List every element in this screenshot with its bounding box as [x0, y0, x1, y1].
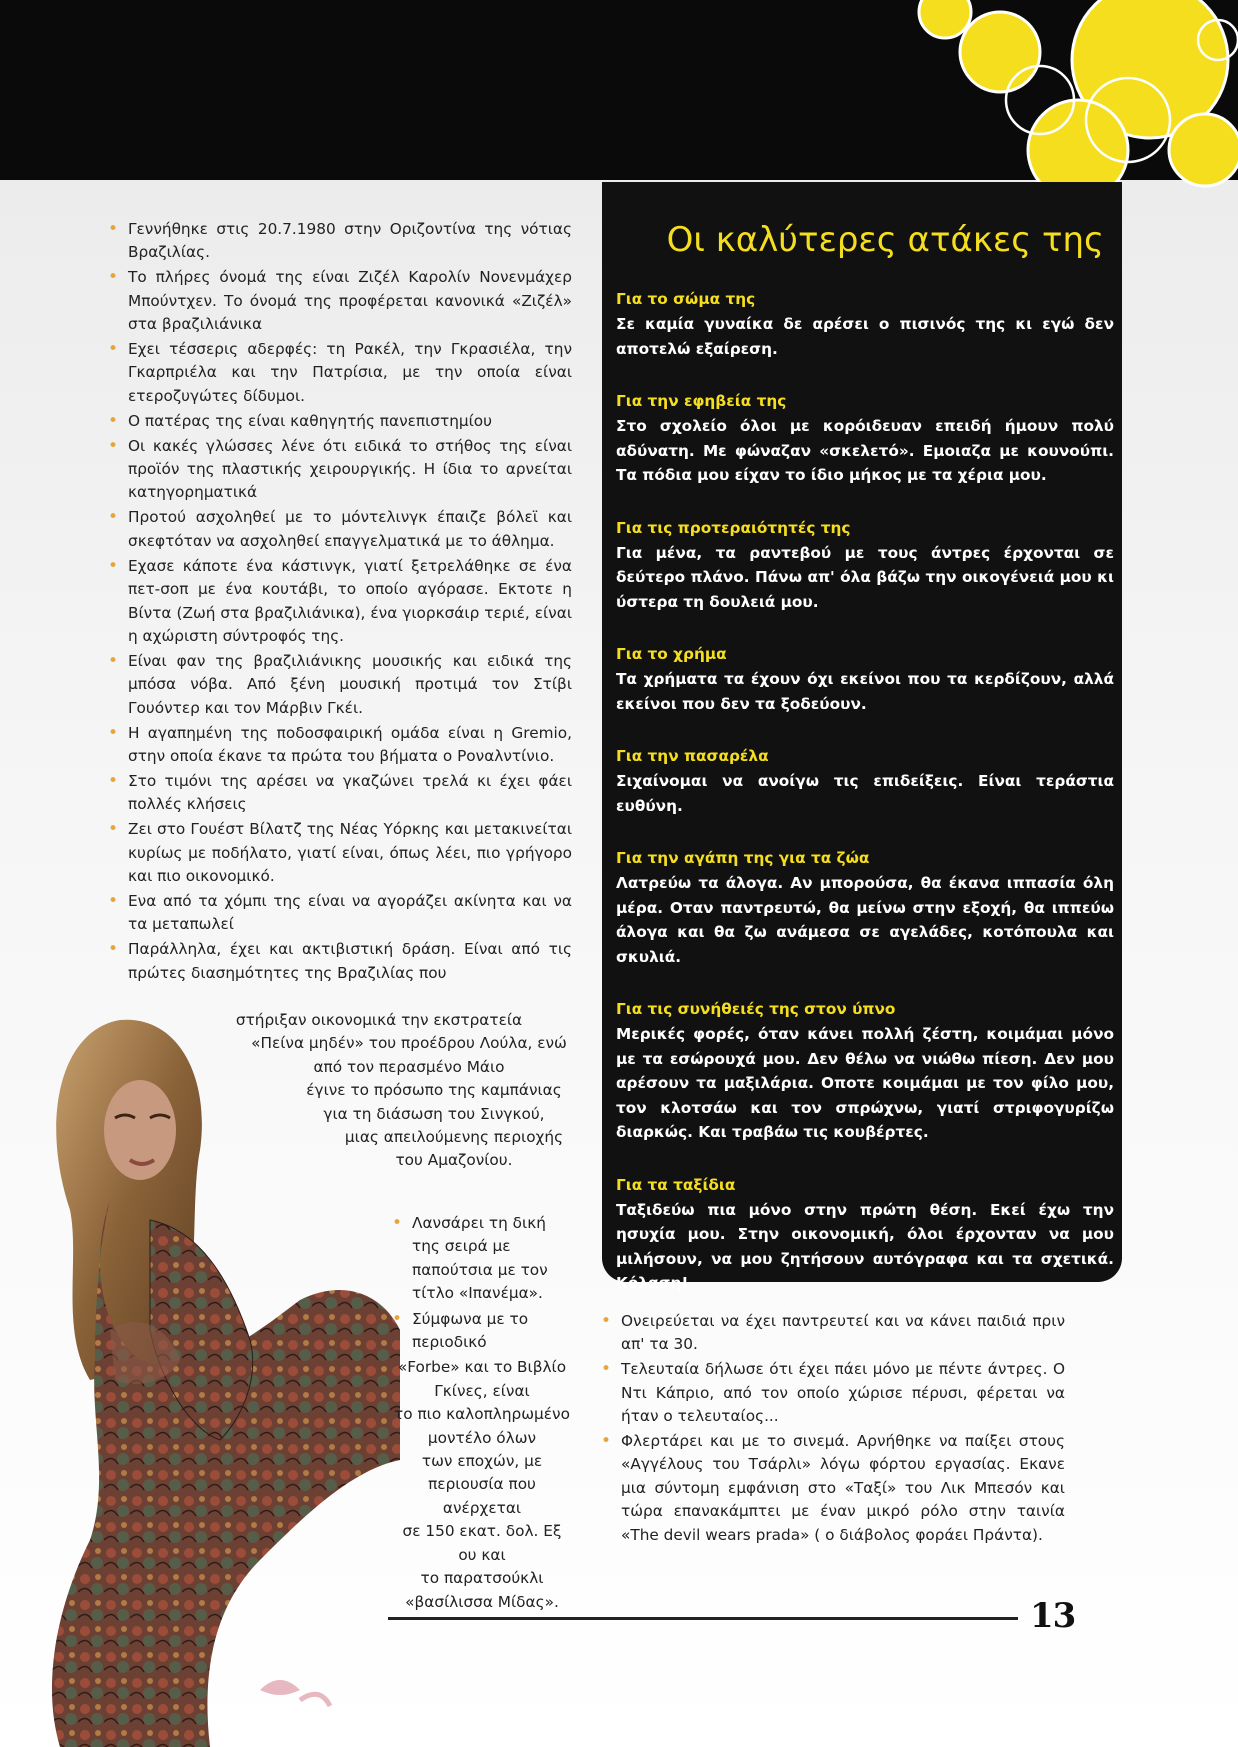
quote-heading: Για το χρήμα — [616, 645, 727, 663]
right-column — [601, 1310, 1065, 1549]
wrapped-line: σε 150 εκατ. δολ. Εξ ου και — [402, 1522, 562, 1564]
quote-heading: Για τις προτεραιότητές της — [616, 518, 851, 537]
quote-item — [616, 288, 1114, 361]
quote-item — [616, 1174, 1114, 1296]
wrapped-line: «Πείνα μηδέν» του προέδρου Λούλα, ενώ από τον περασμένο Μάιο — [251, 1034, 567, 1076]
quotes-list — [616, 288, 1114, 1296]
quote-item — [616, 390, 1114, 488]
bullet-ipanema: • Λανσάρει τη δική της σειρά με παπούτσια με τον τίτλο «Ιπανέμα». — [392, 1212, 572, 1306]
quotes-title: Οι καλύτερες ατάκες της — [666, 220, 1104, 260]
footer-rule — [388, 1617, 1018, 1620]
wrapped-line: έγινε το πρόσωπο της καμπάνιας — [306, 1081, 562, 1100]
fact-item: • Ονειρεύεται να έχει παντρευτεί και να κάνει παιδιά πριν απ' τα 30. — [601, 1310, 1065, 1357]
quote-item — [616, 517, 1114, 615]
wrapped-line: το παρατσούκλι «βασίλισσα Μίδας». — [405, 1569, 559, 1611]
wrapped-line: το πιο καλοπληρωμένο μοντέλο όλων — [394, 1405, 570, 1447]
fact-item: • Παράλληλα, έχει και ακτιβιστική δράση. Είναι από τις πρώτες διασημότητες της Βραζιλίας που — [108, 938, 572, 985]
fact-item: • Στο τιμόνι της αρέσει να γκαζώνει τρελά κι έχει φάει πολλές κλήσεις — [108, 770, 572, 817]
wrapped-activism-text — [188, 1009, 570, 1173]
fact-item: • Ενα από τα χόμπι της είναι να αγοράζει ακίνητα και να τα μεταπωλεί — [108, 890, 572, 937]
quotes-box — [602, 182, 1122, 1292]
yellow-bubbles-decoration — [0, 0, 1238, 200]
wrapped-line: «Forbe» και το Βιβλίο Γκίνες, είναι — [397, 1358, 567, 1400]
quote-text: Στο σχολείο όλοι με κορόιδευαν επειδή ήμουν πολύ αδύνατη. Με φώναζαν «σκελετό». Εμοιαζα με κουνούπι. Τα πόδια μου είχαν το ίδιο μήκος με τα χέρια μου. — [616, 417, 1114, 484]
quote-heading: Για την αγάπη της για τα ζώα — [616, 849, 870, 867]
wrapped-facts-text — [392, 1212, 572, 1614]
facts-list-left — [108, 218, 572, 985]
wrapped-line: για τη διάσωση του Σινγκού, — [323, 1104, 545, 1123]
fact-item: • Είναι φαν της βραζιλιάνικης μουσικής και ειδικά της μπόσα νόβα. Από ξένη μουσική προτιμά τον Στίβι Γουόντερ και τον Μάρβιν Γκέι. — [108, 650, 572, 720]
quote-text: Μερικές φορές, όταν κάνει πολλή ζέστη, κοιμάμαι μόνο με τα εσώρουχά μου. Δεν θέλω να νιώθω πίεση. Δεν μου αρέσουν τα μαξιλάρια. Οποτε κοιμάμαι με τον φίλο μου, τον κλοτσάω και τον σπρώχνω, γιατί στριφογυρίζω διαρκώς. Και τραβάω τις κουβέρτες. — [616, 1025, 1114, 1141]
quote-text: Σιχαίνομαι να ανοίγω τις επιδείξεις. Είναι τεράστια ευθύνη. — [616, 772, 1114, 815]
fact-item: • Εχει τέσσερις αδερφές: τη Ρακέλ, την Γκρασιέλα, την Γκαρπριέλα και την Πατρίσια, με την οποία είναι ετεροζυγώτες δίδυμοι. — [108, 338, 572, 408]
fact-item: • Γεννήθηκε στις 20.7.1980 στην Οριζοντίνα της νότιας Βραζιλίας. — [108, 218, 572, 265]
fact-item: • Ζει στο Γουέστ Βίλατζ της Νέας Υόρκης και μετακινείται κυρίως με ποδήλατο, γιατί είναι, όπως λέει, πιο γρήγορο και πιο οικονομικό. — [108, 818, 572, 888]
quote-text: Σε καμία γυναίκα δε αρέσει ο πισινός της κι εγώ δεν αποτελώ εξαίρεση. — [616, 315, 1114, 358]
fact-item: • Το πλήρες όνομά της είναι Ζιζέλ Καρολίν Νονενμάχερ Μπούντχεν. Το όνομά της προφέρεται κανονικά «Ζιζέλ» στα βραζιλιάνικα — [108, 266, 572, 336]
quote-heading: Για το σώμα της — [616, 290, 756, 308]
wrapped-line: στήριξαν οικονομικά την εκστρατεία — [235, 1011, 523, 1029]
left-column — [108, 218, 572, 987]
fact-item: • Η αγαπημένη της ποδοσφαιρική ομάδα είναι η Gremio, στην οποία έκανε τα πρώτα του βήματα ο Ροναλντίνιο. — [108, 722, 572, 769]
page-number: 13 — [1030, 1596, 1076, 1636]
quote-item — [616, 998, 1114, 1145]
wrapped-line: των εποχών, με περιουσία που ανέρχεται — [421, 1452, 543, 1517]
quote-heading: Για την εφηβεία της — [616, 392, 787, 410]
fact-item: • Τελευταία δήλωσε ότι έχει πάει μόνο με πέντε άντρες. Ο Ντι Κάπριο, από τον οποίο χώρισε πέρυσι, φέρεται να ήταν ο τελευταίος... — [601, 1358, 1065, 1428]
fact-item: • Προτού ασχοληθεί με το μόντελινγκ έπαιζε βόλεϊ και σκεφτόταν να ασχοληθεί επαγγελματικά με το άθλημα. — [108, 506, 572, 553]
fact-item: • Οι κακές γλώσσες λένε ότι ειδικά το στήθος της είναι προϊόν της πλαστικής χειρουργικής. Η ίδια το αρνείται κατηγορηματικά — [108, 435, 572, 505]
fact-item: • Ο πατέρας της είναι καθηγητής πανεπιστημίου — [108, 410, 572, 433]
quote-text: Για μένα, τα ραντεβού με τους άντρες έρχονται σε δεύτερο πλάνο. Πάνω απ' όλα βάζω την οικογένειά μου κι ύστερα τη δουλειά μου. — [616, 543, 1114, 611]
quote-item — [616, 643, 1114, 716]
wrapped-line: μιας απειλούμενης περιοχής του Αμαζονίου. — [344, 1128, 564, 1170]
quote-item — [616, 745, 1114, 818]
quote-text: Λατρεύω τα άλογα. Αν μπορούσα, θα έκανα ιππασία όλη μέρα. Οταν παντρευτώ, θα μείνω στην εξοχή, θα ιππεύω άλογα και θα ζω ανάμεσα σε αγελάδες, κοτόπουλα και σκυλιά. — [616, 874, 1114, 966]
facts-list-right — [601, 1310, 1065, 1547]
quote-item — [616, 847, 1114, 969]
fact-item: • Εχασε κάποτε ένα κάστινγκ, γιατί ξετρελάθηκε σε ένα πετ-σοπ με ένα κουτάβι, το οποίο αγόρασε. Εκτοτε η Βίντα (Ζωή στα βραζιλιάνικα), ένα γιορκσάιρ τεριέ, είναι η αχώριστη σύντροφός της. — [108, 555, 572, 649]
quote-heading: Για τα ταξίδια — [616, 1175, 736, 1194]
fact-item: • Φλερτάρει και με το σινεμά. Αρνήθηκε να παίξει στους «Αγγέλους του Τσάρλι» λόγω φόρτου εργασίας. Εκανε μια σύντομη εμφάνιση στο «Ταξί» του Λικ Μπεσόν και τώρα επανακάμπτει με έναν μικρό ρόλο στην ταινία «The devil wears prada» ( ο διάβολος φοράει Πράντα). — [601, 1430, 1065, 1547]
quote-heading: Για την πασαρέλα — [616, 747, 769, 765]
bullet-forbes: • Σύμφωνα με το περιοδικό — [392, 1308, 572, 1355]
quote-text: Ταξιδεύω πια μόνο στην πρώτη θέση. Εκεί έχω την ησυχία μου. Στην οικονομική, όλοι έρχονταν να μου μιλήσουν, να μου ζητήσουν αυτόγραφα και τα σχετικά. Κόλαση! — [616, 1200, 1114, 1292]
quote-text: Τα χρήματα τα έχουν όχι εκείνοι που τα κερδίζουν, αλλά εκείνοι που δεν τα ξοδεύουν. — [616, 670, 1114, 713]
quote-heading: Για τις συνήθειές της στον ύπνο — [616, 1000, 896, 1018]
